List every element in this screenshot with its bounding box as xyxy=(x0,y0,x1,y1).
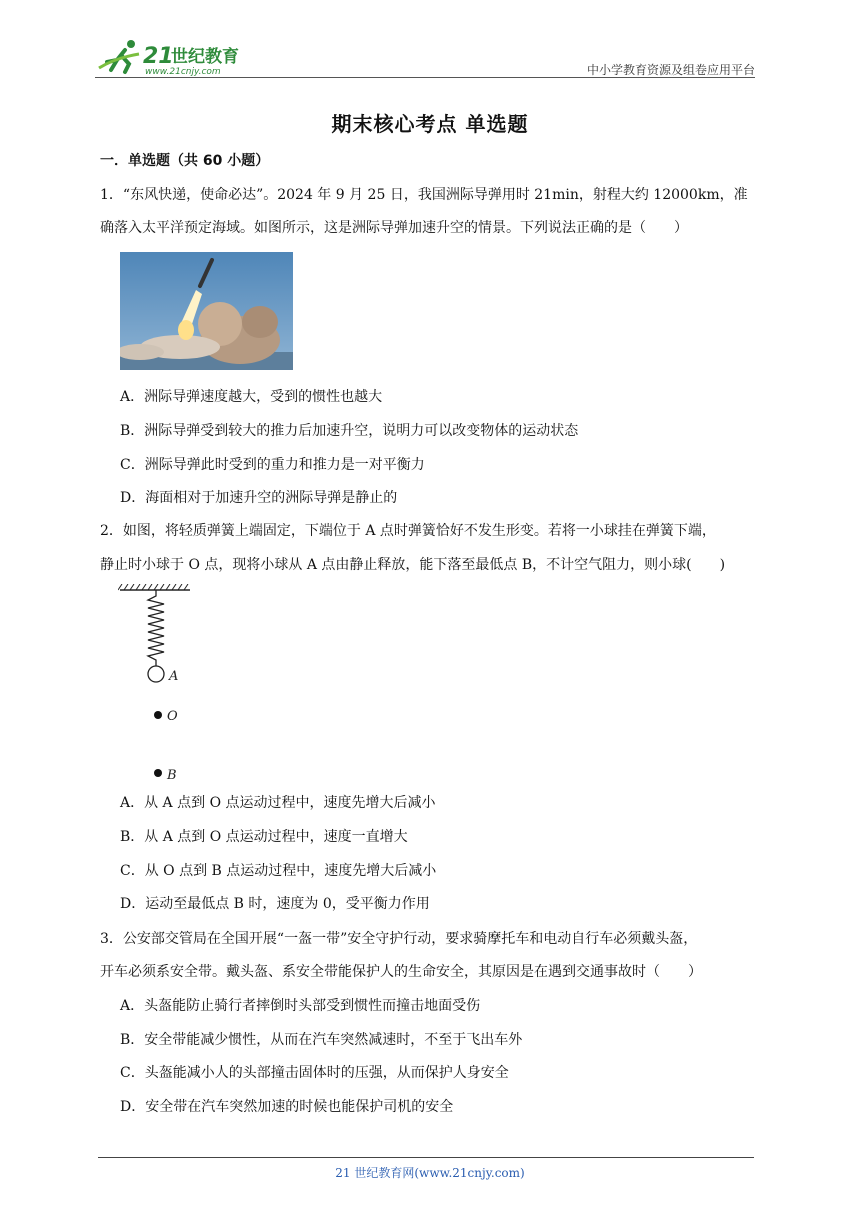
point-b-label: B xyxy=(167,768,177,783)
question-1-option-b: B．洲际导弹受到较大的推力后加速升空，说明力可以改变物体的运动状态 xyxy=(120,423,579,439)
section-heading: 一．单选题（共 60 小题） xyxy=(100,153,270,169)
question-2-stem-line-2: 静止时小球于 O 点，现将小球从 A 点由静止释放，能下落至最低点 B，不计空气阻力，则小球( ) xyxy=(100,557,726,573)
question-1-option-a: A．洲际导弹速度越大，受到的惯性也越大 xyxy=(120,389,383,405)
question-1-stem-line-1: 1．“东风快递，使命必达”。2024 年 9 月 25 日，我国洲际导弹用时 21min，射程大约 12000km，准 xyxy=(100,187,748,203)
question-1-option-c: C．洲际导弹此时受到的重力和推力是一对平衡力 xyxy=(120,457,425,473)
site-logo xyxy=(95,38,265,76)
footer-divider xyxy=(98,1157,754,1158)
svg-text:世纪教育: 世纪教育 xyxy=(171,47,239,67)
page-title: 期末核心考点 单选题 xyxy=(331,112,529,136)
point-a-ring xyxy=(148,666,164,682)
missile-launch-photo xyxy=(120,252,293,370)
question-3-option-c: C．头盔能减小人的头部撞击固体时的压强，从而保护人身安全 xyxy=(120,1065,509,1081)
question-1-option-d: D．海面相对于加速升空的洲际导弹是静止的 xyxy=(120,490,398,506)
footer-link[interactable]: 21 世纪教育网(www.21cnjy.com) xyxy=(335,1166,525,1180)
page-header xyxy=(95,30,755,78)
question-1-stem-line-2: 确落入太平洋预定海域。如图所示，这是洲际导弹加速升空的情景。下列说法正确的是（ ） xyxy=(100,220,688,236)
question-3-option-a: A．头盔能防止骑行者摔倒时头部受到惯性而撞击地面受伤 xyxy=(120,998,481,1014)
question-3-stem-line-1: 3．公安部交管局在全国开展“一盔一带”安全守护行动，要求骑摩托车和电动自行车必须戴头盔， xyxy=(100,931,698,947)
question-2-option-b: B．从 A 点到 O 点运动过程中，速度一直增大 xyxy=(120,829,408,845)
spring-diagram xyxy=(118,584,193,784)
question-3-stem-line-2: 开车必须系安全带。戴头盔、系安全带能保护人的生命安全，其原因是在遇到交通事故时（ ） xyxy=(100,964,702,980)
question-3-option-b: B．安全带能减少惯性，从而在汽车突然减速时，不至于飞出车外 xyxy=(120,1032,523,1048)
question-2-option-c: C．从 O 点到 B 点运动过程中，速度先增大后减小 xyxy=(120,863,437,879)
point-a-label: A xyxy=(169,669,179,684)
svg-text:www.21cnjy.com: www.21cnjy.com xyxy=(145,67,221,76)
question-2-option-a: A．从 A 点到 O 点运动过程中，速度先增大后减小 xyxy=(120,795,436,811)
question-2-stem-line-1: 2．如图，将轻质弹簧上端固定，下端位于 A 点时弹簧恰好不发生形变。若将一小球挂在弹簧下端， xyxy=(100,523,716,539)
platform-tagline: 中小学教育资源及组卷应用平台 xyxy=(586,63,755,77)
question-3-option-d: D．安全带在汽车突然加速的时候也能保护司机的安全 xyxy=(120,1099,454,1115)
point-o-label: O xyxy=(167,709,178,724)
header-divider xyxy=(95,77,755,78)
question-2-option-d: D．运动至最低点 B 时，速度为 0，受平衡力作用 xyxy=(120,896,430,912)
svg-text:21: 21 xyxy=(143,44,174,69)
